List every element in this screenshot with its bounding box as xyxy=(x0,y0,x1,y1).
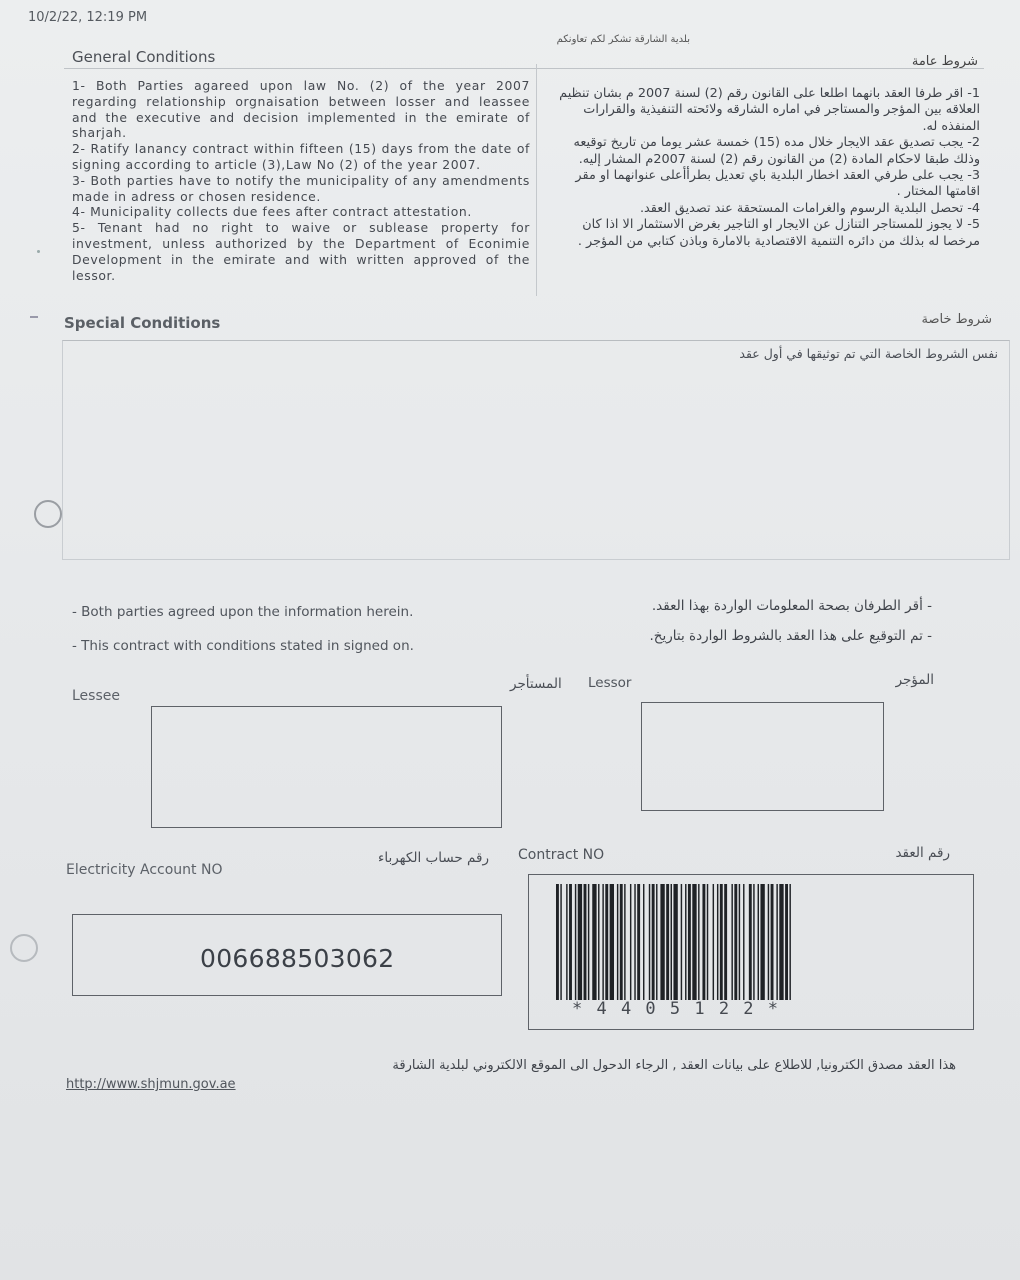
barcode-bar xyxy=(749,884,752,1000)
barcode-bar xyxy=(713,884,714,1000)
condition-ar-1: 1- اقر طرفا العقد بانهما اطلعا على القانون رقم (2) لسنة 2007 م بشان تنظيم العلاقه بين المؤجر والمستاجر في اماره الشارقه ولائحته التنفيذية والقرارات المنفذه له. xyxy=(559,86,980,134)
barcode-bar xyxy=(671,884,672,1000)
condition-en-3: 3- Both parties have to notify the municipality of any amendments made in adress or chosen residence. xyxy=(72,172,530,204)
electricity-account-label: Electricity Account NO xyxy=(66,862,223,878)
punch-hole-icon xyxy=(10,934,38,962)
special-conditions-box xyxy=(62,340,1010,560)
condition-ar-3: 3- يجب على طرفي العقد اخطار البلدية باي تعديل بطرأأعلى عنوانهما او مقر اقامتها المختار . xyxy=(575,168,980,200)
barcode-bar xyxy=(620,884,623,1000)
special-conditions-title: Special Conditions xyxy=(64,314,221,332)
barcode-bar xyxy=(652,884,655,1000)
barcode-bar xyxy=(575,884,576,1000)
barcode-bar xyxy=(776,884,777,1000)
barcode-bar xyxy=(588,884,589,1000)
barcode-bar xyxy=(698,884,699,1000)
barcode-bar xyxy=(734,884,737,1000)
barcode-bar xyxy=(702,884,705,1000)
barcode-bar xyxy=(673,884,677,1000)
condition-ar-4: 4- تحصل البلدية الرسوم والغرامات المستحقة عند تصديق العقد. xyxy=(639,200,980,216)
barcode-bar xyxy=(566,884,567,1000)
barcode-bar xyxy=(624,884,625,1000)
barcode-bar xyxy=(685,884,686,1000)
barcode-icon xyxy=(556,884,864,1000)
lessor-label: Lessor xyxy=(588,675,632,691)
condition-en-2: 2- Ratify lanancy contract within fifteen (15) days from the date of signing according to article (3),Law No (2) of the year 2007. xyxy=(72,141,530,172)
condition-en-4: 4- Municipality collects due fees after contract attestation. xyxy=(72,204,472,220)
barcode-bar xyxy=(569,884,572,1000)
condition-ar-2: 2- يجب تصديق عقد الايجار خلال مده (15) خمسة عشر يوما من تاريخ توقيعه وذلك طبقا لاحكام المادة (2) من القانون رقم (2) لسنة 2007م المشار إليه. xyxy=(573,135,980,167)
punch-hole-icon xyxy=(34,500,62,528)
general-conditions-title: General Conditions xyxy=(72,48,216,66)
barcode-bar xyxy=(753,884,754,1000)
barcode-bar xyxy=(707,884,708,1000)
barcode-bar xyxy=(692,884,696,1000)
barcode-bar xyxy=(724,884,727,1000)
barcode-bar xyxy=(779,884,783,1000)
barcode-bar xyxy=(617,884,618,1000)
barcode-bar xyxy=(637,884,640,1000)
barcode-text: * 4 4 0 5 1 2 2 * xyxy=(572,999,780,1019)
condition-en-5: 5- Tenant had no right to waive or sublease property for investment, unless authorized by the Department of Econimie Development in the emirate and with written approved of the lessor. xyxy=(72,220,530,283)
website-link[interactable]: http://www.shjmun.gov.ae xyxy=(66,1077,236,1092)
barcode-bar xyxy=(739,884,740,1000)
electricity-account-label-ar: رقم حساب الكهرباء xyxy=(378,850,489,866)
barcode-bar xyxy=(666,884,669,1000)
barcode-bar xyxy=(785,884,788,1000)
barcode-bar xyxy=(643,884,644,1000)
barcode-bar xyxy=(605,884,608,1000)
barcode-bar xyxy=(789,884,790,1000)
barcode-bar xyxy=(610,884,614,1000)
agreement-line-2-ar: - تم التوقيع على هذا العقد بالشروط الواردة بتاريخ. xyxy=(649,628,932,644)
special-conditions-text: نفس الشروط الخاصة التي تم توثيقها في أول عقد xyxy=(739,346,998,361)
barcode-bar xyxy=(630,884,631,1000)
general-conditions-arabic xyxy=(544,86,980,250)
barcode-bar xyxy=(688,884,691,1000)
agreement-line-2: - This contract with conditions stated in signed on. xyxy=(72,638,414,654)
footer-note-ar: هذا العقد مصدق الكترونيا, للاطلاع على بيانات العقد , الرجاء الدحول الى الموقع الالكتروني لبلدية الشارقة xyxy=(392,1058,956,1073)
lessee-signature-box[interactable] xyxy=(151,706,502,828)
header-arabic-note: بلدية الشارقة تشكر لكم تعاونكم xyxy=(556,34,690,45)
general-conditions-english xyxy=(72,78,530,283)
barcode-bar xyxy=(660,884,664,1000)
paper-mark xyxy=(37,250,40,253)
barcode-bar xyxy=(771,884,774,1000)
barcode-bar xyxy=(656,884,657,1000)
barcode-bar xyxy=(598,884,599,1000)
barcode-bar xyxy=(758,884,759,1000)
barcode-bar xyxy=(560,884,561,1000)
lessee-label: Lessee xyxy=(72,688,120,704)
barcode-bar xyxy=(592,884,596,1000)
lessor-signature-box[interactable] xyxy=(641,702,884,811)
special-conditions-title-ar: شروط خاصة xyxy=(921,312,992,327)
barcode-bar xyxy=(634,884,635,1000)
condition-ar-5: 5- لا يجوز للمستاجر التنازل عن الايجار او التاجير بغرض الاستثمار الا اذا كان مرخصا له بذلك من دائره التنمية الاقتصادية بالامارة وباذن كتابي من المؤجر . xyxy=(577,217,980,249)
column-divider xyxy=(536,64,537,296)
barcode-bar xyxy=(731,884,732,1000)
contract-number-label-ar: رقم العقد xyxy=(895,845,950,861)
barcode-bar xyxy=(556,884,559,1000)
general-conditions-title-ar: شروط عامة xyxy=(911,54,978,69)
agreement-line-1: - Both parties agreed upon the information herein. xyxy=(72,604,414,620)
lessee-label-ar: المستأجر xyxy=(510,676,562,692)
barcode-bar xyxy=(743,884,744,1000)
condition-en-1: 1- Both Parties agareed upon law No. (2) of the year 2007 regarding relationship orgnaisation between losser and leassee and the executive and decision implemented in the emirate of sharjah. xyxy=(72,78,530,141)
barcode-bar xyxy=(768,884,769,1000)
paper-mark xyxy=(30,316,38,318)
print-timestamp: 10/2/22, 12:19 PM xyxy=(28,10,148,25)
contract-number-label: Contract NO xyxy=(518,847,605,863)
barcode-bar xyxy=(717,884,718,1000)
barcode-bar xyxy=(720,884,723,1000)
electricity-account-value: 006688503062 xyxy=(200,944,395,973)
barcode-bar xyxy=(602,884,603,1000)
agreement-line-1-ar: - أقر الطرفان بصحة المعلومات الواردة بهذا العقد. xyxy=(651,598,932,614)
barcode-bar xyxy=(649,884,650,1000)
barcode-bar xyxy=(578,884,582,1000)
barcode-bar xyxy=(584,884,587,1000)
barcode-bar xyxy=(760,884,764,1000)
barcode-bar xyxy=(681,884,682,1000)
lessor-label-ar: المؤجر xyxy=(895,672,934,688)
